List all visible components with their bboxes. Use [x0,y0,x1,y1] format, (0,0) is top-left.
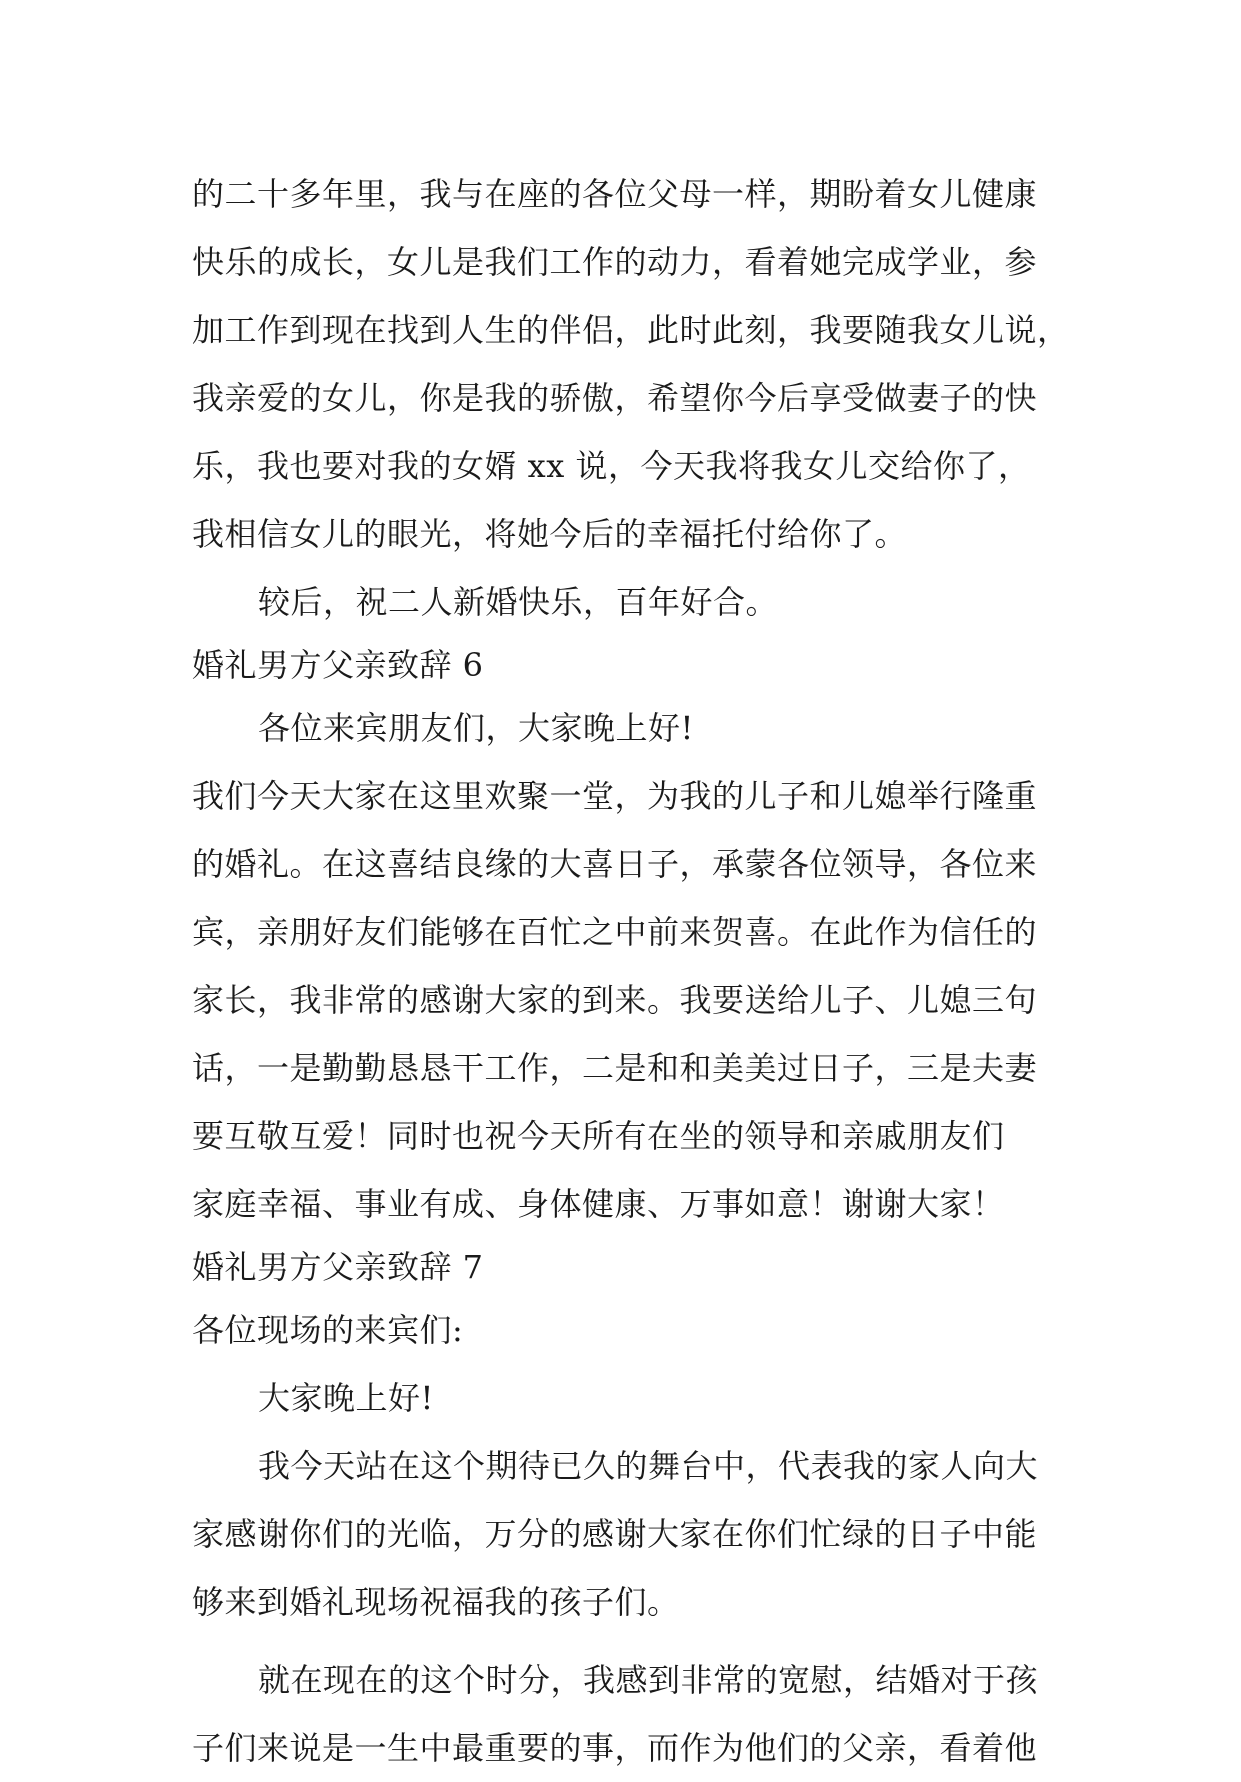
paragraph-line: 乐，我也要对我的女婿 xx 说，今天我将我女儿交给你了， [192,447,1031,485]
closing-wish-line: 较后，祝二人新婚快乐，百年好合。 [258,583,779,621]
paragraph-line: 宾，亲朋好友们能够在百忙之中前来贺喜。在此作为信任的 [192,913,1038,951]
paragraph-line: 加工作到现在找到人生的伴侣，此时此刻，我要随我女儿说， [192,311,1070,349]
greeting-line: 大家晚上好! [258,1379,434,1417]
paragraph-line: 我相信女儿的眼光，将她今后的幸福托付给你了。 [192,515,908,553]
paragraph-line: 就在现在的这个时分，我感到非常的宽慰，结婚对于孩 [258,1661,1039,1699]
paragraph-line: 快乐的成长，女儿是我们工作的动力，看着她完成学业，参 [192,243,1038,281]
document-body [192,160,1070,1782]
paragraph-line: 家感谢你们的光临，万分的感谢大家在你们忙绿的日子中能 [192,1515,1038,1553]
paragraph-line: 的二十多年里，我与在座的各位父母一样，期盼着女儿健康 [192,175,1038,213]
section-heading: 婚礼男方父亲致辞 6 [192,646,484,684]
paragraph-line: 我今天站在这个期待已久的舞台中，代表我的家人向大 [258,1447,1039,1485]
greeting-line: 各位来宾朋友们，大家晚上好! [258,709,694,747]
paragraph-line: 家庭幸福、事业有成、身体健康、万事如意！谢谢大家！ [192,1185,1005,1223]
section-heading: 婚礼男方父亲致辞 7 [192,1248,484,1286]
paragraph-line: 的婚礼。在这喜结良缘的大喜日子，承蒙各位领导，各位来 [192,845,1038,883]
paragraph-line: 要互敬互爱！同时也祝今天所有在坐的领导和亲戚朋友们 [192,1117,1005,1155]
paragraph-line: 我亲爱的女儿，你是我的骄傲，希望你今后享受做妻子的快 [192,379,1038,417]
paragraph-line: 家长，我非常的感谢大家的到来。我要送给儿子、儿媳三句 [192,981,1038,1019]
paragraph-line: 够来到婚礼现场祝福我的孩子们。 [192,1583,680,1621]
paragraph-line: 话，一是勤勤恳恳干工作，二是和和美美过日子，三是夫妻 [192,1049,1038,1087]
paragraph-line: 我们今天大家在这里欢聚一堂，为我的儿子和儿媳举行隆重 [192,777,1038,815]
paragraph-line: 子们来说是一生中最重要的事，而作为他们的父亲，看着他 [192,1729,1038,1767]
salutation-line: 各位现场的来宾们: [192,1311,464,1349]
